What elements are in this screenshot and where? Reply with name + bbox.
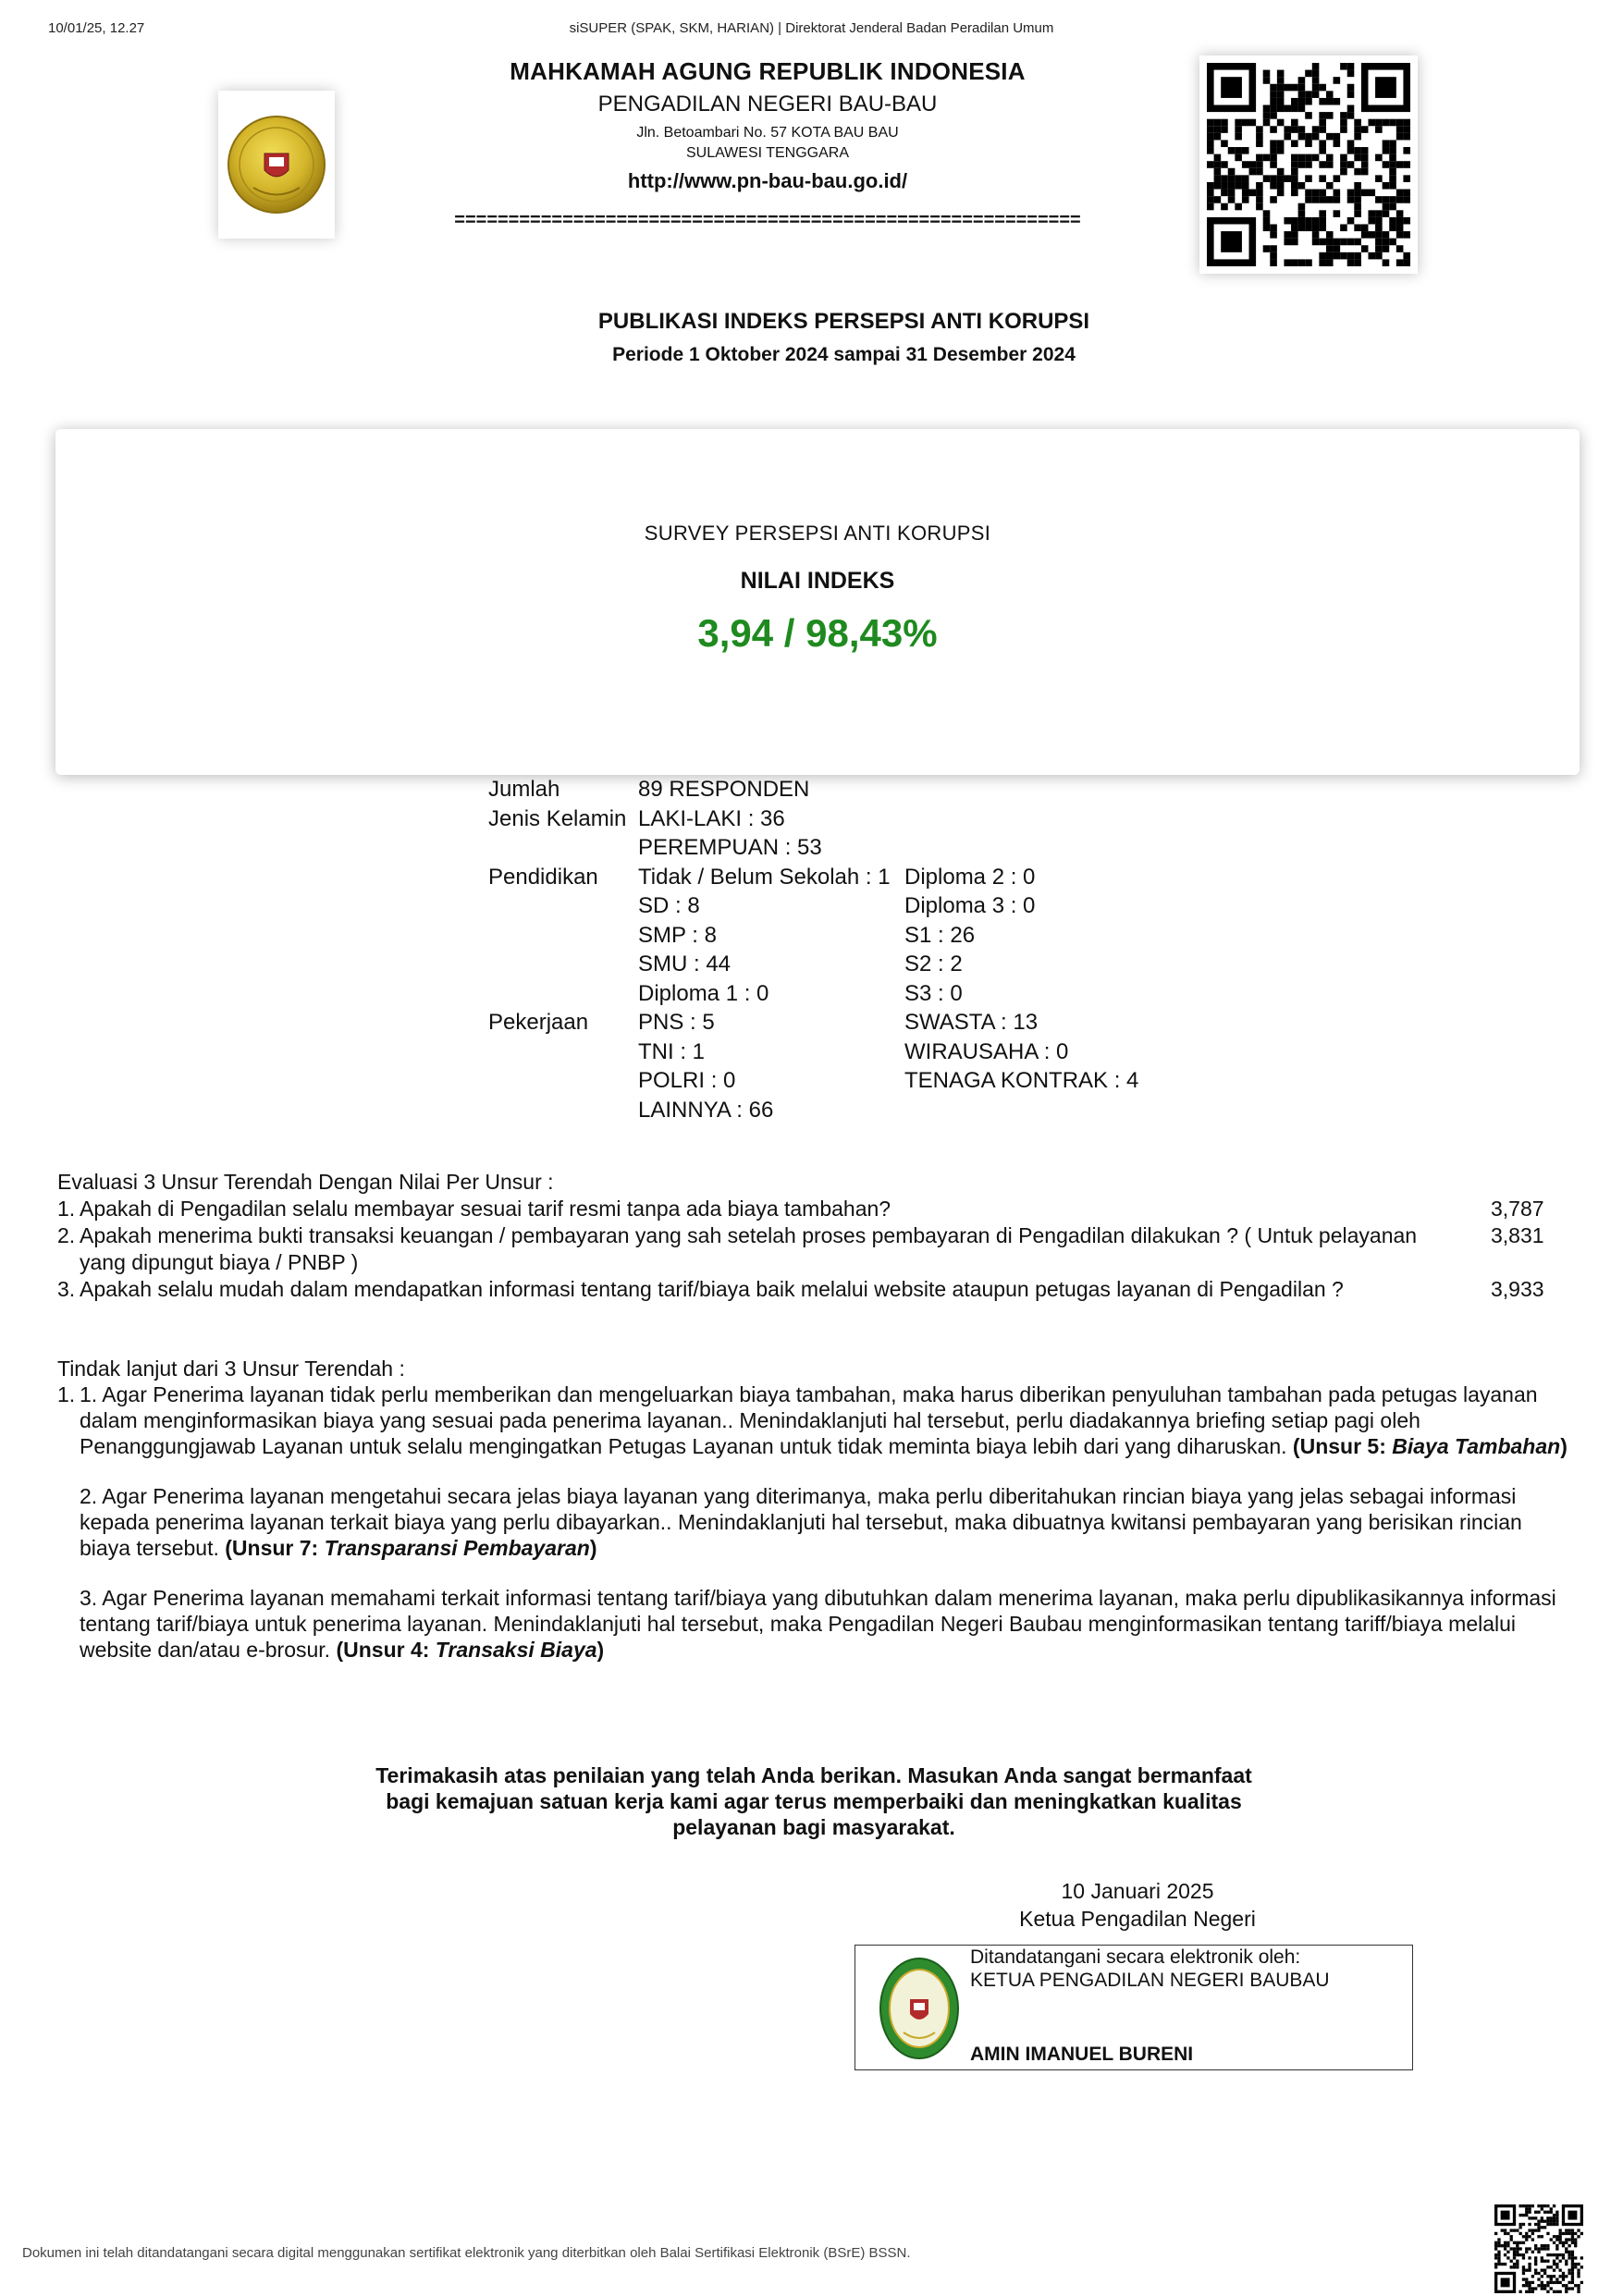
gender-label: Jenis Kelamin: [488, 805, 627, 831]
followup-paragraph: 3. Agar Penerima layanan memahami terkait informasi tentang tarif/biaya yang dibutuhkan dalam menerima layanan, maka perlu dipublikasikannya informasi tentang tarif/biaya untuk penerima layanan. Menindaklanjuti hal tersebut, maka Pengadilan Negeri Baubau menginformasikan tentang tariff/biaya melalui website dan/atau e-brosur. (Unsur 4: Transaksi Biaya): [80, 1586, 1556, 1662]
qr-code-icon: [1207, 63, 1410, 266]
respondent-stats: [488, 775, 1138, 1124]
edu-item: S1 : 26: [904, 922, 976, 948]
job-label: Pekerjaan: [488, 1010, 589, 1035]
followup-heading: Tindak lanjut dari 3 Unsur Terendah :: [57, 1357, 405, 1381]
evaluation-value: 3,787: [1491, 1197, 1544, 1221]
evaluation-question: Apakah selalu mudah dalam mendapatkan informasi tentang tarif/biaya baik melalui website ataupun petugas layanan di Pengadilan ?: [80, 1277, 1344, 1301]
thanks-message: Terimakasih atas penilaian yang telah Anda berikan. Masukan Anda sangat bermanfaat bagi kemajuan satuan kerja kami agar terus memperbaiki dan meningkatkan kualitas pelayanan bagi masyarakat.: [375, 1763, 1252, 1839]
edu-item: Diploma 3 : 0: [904, 893, 1036, 918]
edu-item: SD : 8: [638, 893, 700, 918]
print-title: siSUPER (SPAK, SKM, HARIAN) | Direktorat Jenderal Badan Peradilan Umum: [569, 20, 1054, 36]
signer-name: AMIN IMANUEL BURENI: [970, 2044, 1194, 2065]
qr-code-top: [1199, 55, 1418, 274]
job-item: PNS : 5: [638, 1010, 715, 1035]
electronic-signature-box: [855, 1945, 1413, 2070]
evaluation-section: [57, 1169, 1555, 1303]
letterhead: [351, 57, 1184, 231]
evaluation-item: [57, 1276, 1555, 1303]
index-label: NILAI INDEKS: [740, 568, 895, 594]
index-value: 3,94 / 98,43%: [697, 611, 938, 655]
publication-period: Periode 1 Oktober 2024 sampai 31 Desember 2024: [612, 344, 1076, 365]
evaluation-question: Apakah menerima bukti transaksi keuangan / pembayaran yang sah setelah proses pembayaran di Pengadilan dilakukan ? ( Untuk pelayanan yang dipungut biaya / PNBP ): [80, 1223, 1418, 1274]
followup-paragraph: 1. Agar Penerima layanan tidak perlu memberikan dan mengeluarkan biaya tambahan, maka harus diberikan penyuluhan tambahan pada petugas layanan dalam menginformasikan biaya yang sesuai pada penerima layanan.. Menindaklanjuti hal tersebut, perlu diadakannya briefing setiap pagi oleh Penanggungjawab Layanan untuk selalu mengingatkan Petugas Layanan untuk tidak meminta biaya lebih dari yang diharuskan. (Unsur 5: Biaya Tambahan): [80, 1382, 1568, 1458]
footer-note: Dokumen ini telah ditandatangani secara digital menggunakan sertifikat elektronik yang diterbitkan oleh Balai Sertifikasi Elektronik (BSrE) BSSN.: [22, 2245, 911, 2261]
signed-by-label: Ditandatangani secara elektronik oleh:: [970, 1946, 1301, 1968]
edu-item: S3 : 0: [904, 980, 963, 1006]
evaluation-number: 2.: [57, 1223, 76, 1247]
edu-item: SMU : 44: [638, 952, 732, 976]
evaluation-item: [57, 1222, 1555, 1276]
evaluation-number: 3.: [57, 1277, 76, 1301]
evaluation-value: 3,933: [1491, 1277, 1544, 1301]
qr-code-bottom-icon: [1494, 2204, 1583, 2293]
court-emblem-icon: [226, 100, 327, 229]
followup-number: 1.: [57, 1382, 76, 1406]
court-address: Jln. Betoambari No. 57 KOTA BAU BAU: [636, 125, 899, 141]
edu-item: S2 : 2: [904, 952, 963, 976]
letterhead-rule: ==========================================================: [454, 210, 1081, 230]
job-item: POLRI : 0: [638, 1068, 736, 1093]
job-item: SWASTA : 13: [904, 1010, 1039, 1035]
institution-name: MAHKAMAH AGUNG REPUBLIK INDONESIA: [510, 57, 1026, 85]
evaluation-item: [57, 1196, 1555, 1222]
signature-position: Ketua Pengadilan Negeri: [1019, 1907, 1256, 1931]
publication-title: PUBLIKASI INDEKS PERSEPSI ANTI KORUPSI: [597, 309, 1090, 334]
signed-by-office: KETUA PENGADILAN NEGERI BAUBAU: [970, 1970, 1330, 1991]
evaluation-question: Apakah di Pengadilan selalu membayar sesuai tarif resmi tanpa ada biaya tambahan?: [80, 1197, 891, 1221]
index-card: [55, 429, 1580, 775]
gender-female: PEREMPUAN : 53: [638, 835, 822, 860]
job-item: WIRAUSAHA : 0: [904, 1038, 1069, 1064]
court-name: PENGADILAN NEGERI BAU-BAU: [597, 92, 938, 117]
edu-item: Tidak / Belum Sekolah : 1: [638, 864, 891, 890]
print-date: 10/01/25, 12.27: [48, 20, 145, 36]
court-seal-icon: [878, 1955, 961, 2062]
edu-item: Diploma 2 : 0: [904, 864, 1036, 890]
court-province: SULAWESI TENGGARA: [685, 145, 850, 161]
publication-title-block: [0, 309, 1623, 366]
job-item: LAINNYA : 66: [638, 1097, 774, 1123]
evaluation-value: 3,831: [1491, 1223, 1544, 1247]
evaluation-heading: Evaluasi 3 Unsur Terendah Dengan Nilai Per Unsur :: [57, 1170, 554, 1194]
gender-male: LAKI-LAKI : 36: [638, 805, 785, 831]
edu-item: Diploma 1 : 0: [638, 980, 769, 1006]
signature-date: 10 Januari 2025: [1061, 1879, 1214, 1903]
followup-paragraph: 2. Agar Penerima layanan mengetahui secara jelas biaya layanan yang diterimanya, maka perlu diberitahukan rincian biaya yang jelas sebagai informasi kepada penerima layanan terkait biaya yang perlu dibayarkan.. Menindaklanjuti hal tersebut, maka dibuatnya kwitansi pembayaran yang berisikan rincian biaya tersebut. (Unsur 7: Transparansi Pembayaran): [80, 1484, 1522, 1560]
job-item: TNI : 1: [638, 1038, 706, 1064]
survey-title: SURVEY PERSEPSI ANTI KORUPSI: [644, 522, 991, 545]
job-item: TENAGA KONTRAK : 4: [904, 1068, 1139, 1093]
jumlah-value: 89 RESPONDEN: [638, 777, 810, 802]
edu-label: Pendidikan: [488, 864, 598, 890]
court-website-link[interactable]: http://www.pn-bau-bau.go.id/: [627, 169, 908, 192]
followup-section: [57, 1356, 1574, 1687]
signature-date-block: [943, 1877, 1332, 1933]
edu-item: SMP : 8: [638, 922, 717, 948]
jumlah-label: Jumlah: [488, 777, 560, 802]
evaluation-number: 1.: [57, 1197, 76, 1221]
court-logo: [218, 91, 335, 239]
